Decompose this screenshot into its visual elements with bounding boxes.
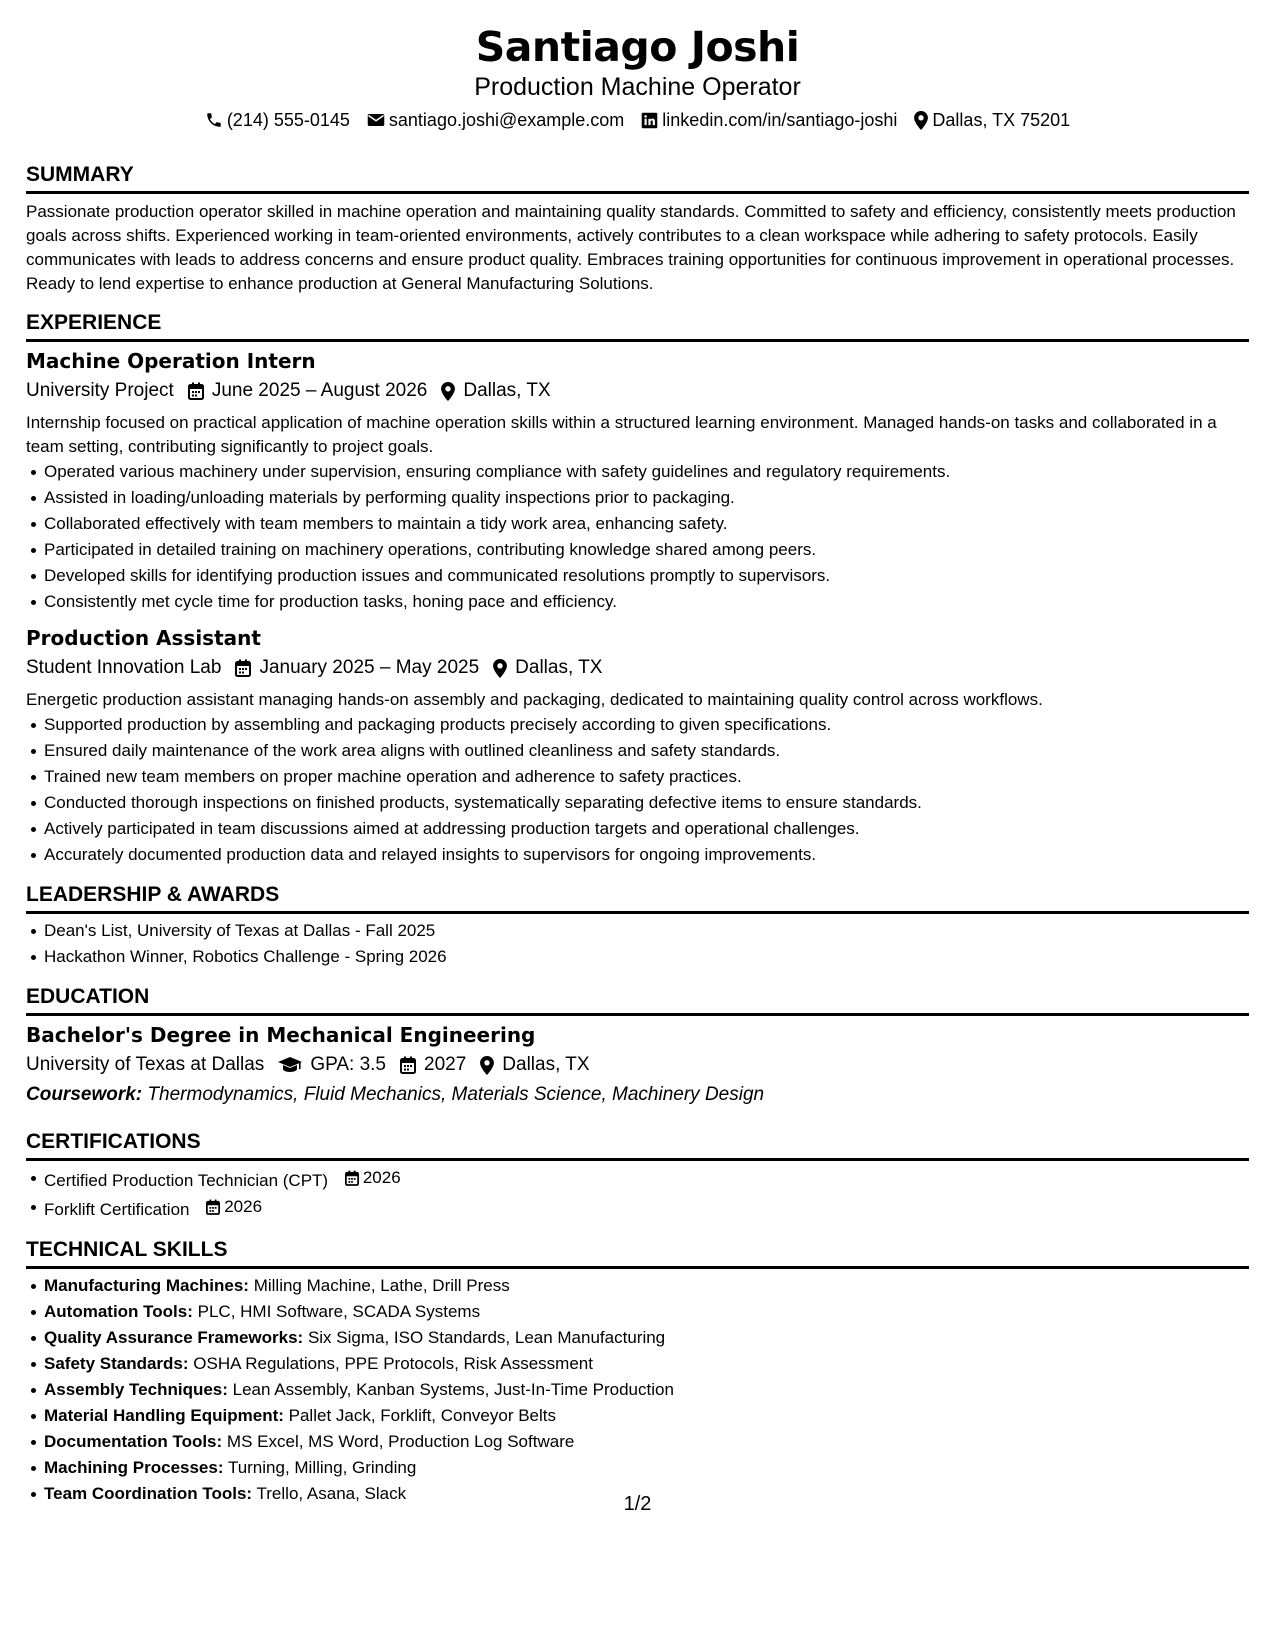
summary-section — [26, 162, 1249, 296]
list-item: Conducted thorough inspections on finished products, systematically separating defective items to ensure standards. — [44, 790, 1249, 816]
leadership-list — [26, 918, 1249, 970]
list-item: Participated in detailed training on machinery operations, contributing knowledge shared among peers. — [44, 537, 1249, 563]
job-bullets — [26, 459, 1249, 615]
calendar-icon — [206, 1199, 220, 1215]
skills-section — [26, 1237, 1249, 1507]
skill-label: Team Coordination Tools: — [44, 1484, 253, 1503]
coursework — [26, 1081, 1249, 1109]
school-name: University of Texas at Dallas — [26, 1054, 265, 1075]
job-location: Dallas, TX — [463, 380, 551, 401]
list-item — [44, 1429, 1249, 1455]
list-item — [44, 1351, 1249, 1377]
list-item: Hackathon Winner, Robotics Challenge - Spring 2026 — [44, 944, 1249, 970]
list-item: Ensured daily maintenance of the work area aligns with outlined cleanliness and safety standards. — [44, 738, 1249, 764]
leadership-section — [26, 882, 1249, 970]
degree-title: Bachelor's Degree in Mechanical Engineering — [26, 1023, 536, 1047]
skill-label: Automation Tools: — [44, 1302, 193, 1321]
list-item: Consistently met cycle time for production tasks, honing pace and efficiency. — [44, 589, 1249, 615]
contact-bar — [26, 108, 1249, 132]
calendar-icon — [235, 659, 251, 677]
cert-year: 2026 — [224, 1197, 263, 1216]
experience-section — [26, 310, 1249, 868]
graduation-year: 2027 — [424, 1054, 467, 1075]
map-pin-icon — [493, 659, 507, 678]
page-number: 1/2 — [623, 1493, 652, 1515]
coursework-label: Coursework: — [26, 1084, 143, 1105]
certifications-section — [26, 1129, 1249, 1223]
skill-value: MS Excel, MS Word, Production Log Software — [226, 1432, 575, 1451]
cert-year: 2026 — [362, 1168, 401, 1187]
list-item — [44, 1299, 1249, 1325]
list-item: Operated various machinery under supervision, ensuring compliance with safety guidelines and regulatory requirements. — [44, 459, 1249, 485]
cert-date — [345, 1165, 401, 1191]
list-item: Actively participated in team discussions aimed at addressing production targets and operational challenges. — [44, 816, 1249, 842]
list-item — [44, 1455, 1249, 1481]
location-text: Dallas, TX 75201 — [932, 110, 1071, 130]
job-description: Internship focused on practical application of machine operation skills within a structured learning environment. Managed hands-on tasks and collaborated in a team setting, contributing significantly to project goals. — [26, 413, 1217, 456]
map-pin-icon — [480, 1056, 494, 1075]
section-heading: EDUCATION — [26, 984, 1249, 1016]
list-item — [44, 1165, 1249, 1194]
job-description: Energetic production assistant managing hands-on assembly and packaging, dedicated to maintaining quality control across workflows. — [26, 690, 1043, 709]
list-item: Supported production by assembling and packaging products precisely according to given specifications. — [44, 712, 1249, 738]
contact-location — [914, 108, 1070, 132]
cert-name: Certified Production Technician (CPT) — [44, 1171, 329, 1190]
contact-email[interactable] — [367, 108, 624, 132]
section-heading: LEADERSHIP & AWARDS — [26, 882, 1249, 914]
contact-linkedin[interactable] — [641, 108, 897, 132]
skill-value: Milling Machine, Lathe, Drill Press — [253, 1276, 510, 1295]
job-bullets — [26, 712, 1249, 868]
map-pin-icon — [914, 111, 928, 130]
list-item: Assisted in loading/unloading materials by performing quality inspections prior to packaging. — [44, 485, 1249, 511]
skill-label: Manufacturing Machines: — [44, 1276, 249, 1295]
coursework-list: Thermodynamics, Fluid Mechanics, Materials Science, Machinery Design — [147, 1084, 765, 1105]
gpa: GPA: 3.5 — [310, 1054, 386, 1075]
skill-value: PLC, HMI Software, SCADA Systems — [197, 1302, 481, 1321]
list-item — [44, 1377, 1249, 1403]
calendar-icon — [400, 1056, 416, 1074]
list-item: Trained new team members on proper machine operation and adherence to safety practices. — [44, 764, 1249, 790]
skill-value: Turning, Milling, Grinding — [227, 1458, 417, 1477]
list-item — [44, 1273, 1249, 1299]
skill-value: Six Sigma, ISO Standards, Lean Manufacturing — [307, 1328, 666, 1347]
skill-value: Lean Assembly, Kanban Systems, Just-In-Time Production — [232, 1380, 674, 1399]
skill-value: Trello, Asana, Slack — [256, 1484, 407, 1503]
section-heading: EXPERIENCE — [26, 310, 1249, 342]
job-title: Production Assistant — [26, 626, 261, 650]
skill-label: Quality Assurance Frameworks: — [44, 1328, 304, 1347]
phone-icon — [205, 111, 223, 129]
list-item — [44, 1403, 1249, 1429]
job-dates: June 2025 – August 2026 — [211, 380, 428, 401]
job-entry — [26, 348, 1249, 615]
skill-label: Machining Processes: — [44, 1458, 224, 1477]
skill-label: Documentation Tools: — [44, 1432, 223, 1451]
certifications-list — [26, 1165, 1249, 1223]
job-org: Student Innovation Lab — [26, 657, 222, 678]
resume-page — [26, 22, 1249, 1507]
calendar-icon — [345, 1170, 359, 1186]
summary-text: Passionate production operator skilled in machine operation and maintaining quality standards. Committed to safety and efficiency, consistently meets production goals across shifts. Experienced working in team-oriented environments, actively contributes to a clean workspace while adhering to safety protocols. Easily communicates with leads to address concerns and ensure product quality. Embraces training opportunities for continuous improvement in operational processes. Ready to lend expertise to enhance production at General Manufacturing Solutions. — [26, 202, 1236, 293]
envelope-icon — [367, 112, 385, 128]
map-pin-icon — [441, 382, 455, 401]
graduation-cap-icon — [278, 1056, 302, 1074]
skill-label: Material Handling Equipment: — [44, 1406, 284, 1425]
calendar-icon — [188, 382, 204, 400]
linkedin-text: linkedin.com/in/santiago-joshi — [662, 110, 898, 130]
section-heading: TECHNICAL SKILLS — [26, 1237, 1249, 1269]
skill-label: Assembly Techniques: — [44, 1380, 228, 1399]
email-text: santiago.joshi@example.com — [388, 110, 625, 130]
skills-list — [26, 1273, 1249, 1507]
linkedin-icon — [641, 112, 658, 129]
job-title: Machine Operation Intern — [26, 349, 316, 373]
job-meta — [26, 654, 1249, 682]
education-section — [26, 984, 1249, 1109]
cert-name: Forklift Certification — [44, 1200, 190, 1219]
skill-value: Pallet Jack, Forklift, Conveyor Belts — [288, 1406, 557, 1425]
list-item: Developed skills for identifying production issues and communicated resolutions promptly to supervisors. — [44, 563, 1249, 589]
job-meta — [26, 377, 1249, 405]
list-item: Accurately documented production data and relayed insights to supervisors for ongoing improvements. — [44, 842, 1249, 868]
section-heading: SUMMARY — [26, 162, 1249, 194]
phone-text: (214) 555-0145 — [226, 110, 350, 130]
candidate-name: Santiago Joshi — [475, 23, 800, 71]
list-item: Dean's List, University of Texas at Dallas - Fall 2025 — [44, 918, 1249, 944]
section-heading: CERTIFICATIONS — [26, 1129, 1249, 1161]
candidate-title: Production Machine Operator — [474, 73, 801, 101]
contact-phone[interactable] — [205, 108, 350, 132]
cert-date — [206, 1194, 262, 1220]
skill-value: OSHA Regulations, PPE Protocols, Risk Assessment — [193, 1354, 593, 1373]
job-location: Dallas, TX — [515, 657, 603, 678]
job-org: University Project — [26, 380, 174, 401]
list-item: Collaborated effectively with team members to maintain a tidy work area, enhancing safety. — [44, 511, 1249, 537]
job-dates: January 2025 – May 2025 — [259, 657, 480, 678]
education-location: Dallas, TX — [502, 1054, 590, 1075]
list-item — [44, 1325, 1249, 1351]
skill-label: Safety Standards: — [44, 1354, 189, 1373]
education-meta — [26, 1051, 1249, 1079]
list-item — [44, 1194, 1249, 1223]
job-entry — [26, 625, 1249, 868]
